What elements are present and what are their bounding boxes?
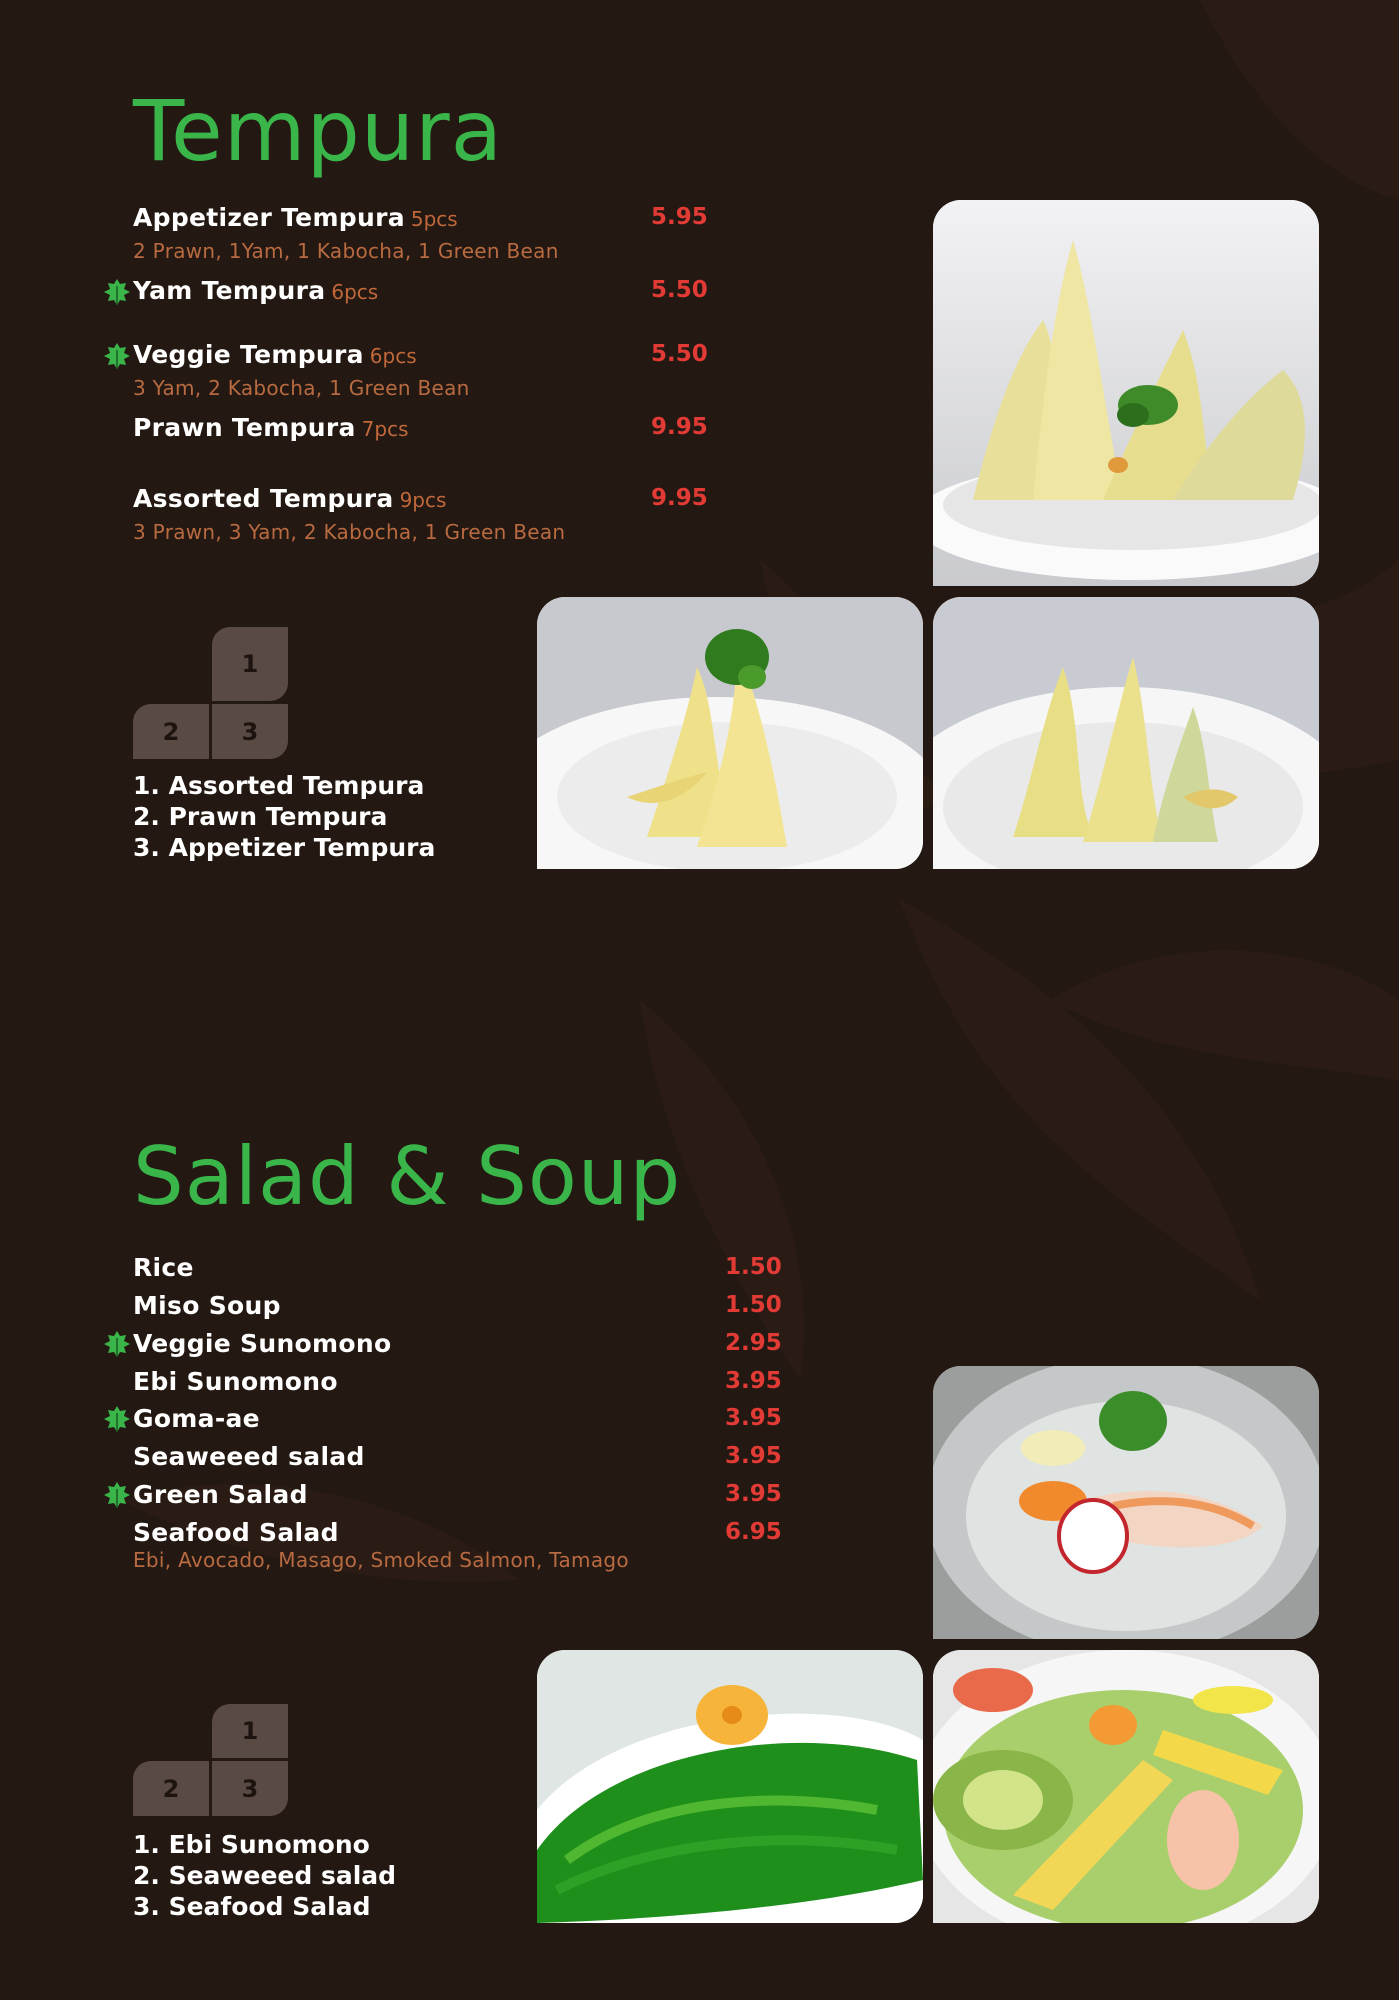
leaf-icon — [103, 1330, 131, 1358]
item-price: 5.95 — [651, 204, 708, 230]
item-price: 9.95 — [651, 485, 708, 511]
item-name: Green Salad — [133, 1480, 308, 1509]
item-price: 6.95 — [725, 1519, 782, 1545]
photo-ebi-sunomono — [933, 1366, 1319, 1639]
caption-item: 2. Prawn Tempura — [133, 802, 388, 831]
item-price: 1.50 — [725, 1254, 782, 1280]
photo-seaweed-salad — [537, 1650, 923, 1923]
item-name: Rice — [133, 1253, 194, 1282]
key-tile-1: 1 — [212, 1704, 288, 1758]
salad-soup-title: Salad & Soup — [133, 1130, 682, 1223]
item-price: 3.95 — [725, 1481, 782, 1507]
item-name: Goma-ae — [133, 1404, 260, 1433]
item-description: 3 Yam, 2 Kabocha, 1 Green Bean — [133, 376, 470, 400]
item-name: Assorted Tempura — [133, 484, 394, 513]
item-name: Yam Tempura — [133, 276, 326, 305]
item-qty: 5pcs — [410, 207, 458, 231]
photo-key — [133, 1704, 289, 1816]
item-price: 5.50 — [651, 341, 708, 367]
item-name: Veggie Tempura — [133, 340, 364, 369]
menu-item-appetizer-tempura — [133, 203, 833, 263]
photo-seafood-salad — [933, 1650, 1319, 1923]
item-price: 5.50 — [651, 277, 708, 303]
item-name: Appetizer Tempura — [133, 203, 405, 232]
photo-captions — [133, 1829, 396, 1922]
photo-captions — [133, 770, 435, 863]
photo-prawn-tempura — [537, 597, 923, 869]
caption-item: 1. Assorted Tempura — [133, 771, 425, 800]
item-qty: 9pcs — [399, 488, 447, 512]
menu-item-yam-tempura — [133, 276, 833, 305]
item-price: 3.95 — [725, 1443, 782, 1469]
photo-key — [133, 627, 289, 759]
item-description: Ebi, Avocado, Masago, Smoked Salmon, Tamago — [133, 1548, 629, 1572]
item-qty: 7pcs — [361, 417, 409, 441]
item-name: Miso Soup — [133, 1291, 281, 1320]
item-name: Veggie Sunomono — [133, 1329, 392, 1358]
item-price: 2.95 — [725, 1330, 782, 1356]
item-qty: 6pcs — [369, 344, 417, 368]
item-name: Prawn Tempura — [133, 413, 356, 442]
item-description: 3 Prawn, 3 Yam, 2 Kabocha, 1 Green Bean — [133, 520, 566, 544]
item-price: 1.50 — [725, 1292, 782, 1318]
key-tile-3: 3 — [212, 704, 288, 759]
key-tile-1: 1 — [212, 627, 288, 701]
item-price: 9.95 — [651, 414, 708, 440]
item-price: 3.95 — [725, 1368, 782, 1394]
caption-item: 2. Seaweeed salad — [133, 1861, 397, 1890]
key-tile-2: 2 — [133, 704, 209, 759]
leaf-icon — [103, 278, 131, 306]
photo-appetizer-tempura — [933, 597, 1319, 869]
item-name: Ebi Sunomono — [133, 1367, 338, 1396]
key-tile-2: 2 — [133, 1761, 209, 1816]
item-description: 2 Prawn, 1Yam, 1 Kabocha, 1 Green Bean — [133, 239, 559, 263]
caption-item: 3. Appetizer Tempura — [133, 833, 436, 862]
key-tile-3: 3 — [212, 1761, 288, 1816]
menu-item-assorted-tempura — [133, 484, 833, 544]
caption-item: 3. Seafood Salad — [133, 1892, 371, 1921]
leaf-icon — [103, 342, 131, 370]
leaf-icon — [103, 1405, 131, 1433]
menu-item-prawn-tempura — [133, 413, 833, 442]
item-name: Seaweeed salad — [133, 1442, 365, 1471]
menu-item-veggie-tempura — [133, 340, 833, 400]
tempura-title: Tempura — [133, 82, 504, 180]
leaf-icon — [103, 1481, 131, 1509]
item-price: 3.95 — [725, 1405, 782, 1431]
item-name: Seafood Salad — [133, 1518, 339, 1547]
caption-item: 1. Ebi Sunomono — [133, 1830, 370, 1859]
item-qty: 6pcs — [331, 280, 379, 304]
photo-assorted-tempura — [933, 200, 1319, 586]
